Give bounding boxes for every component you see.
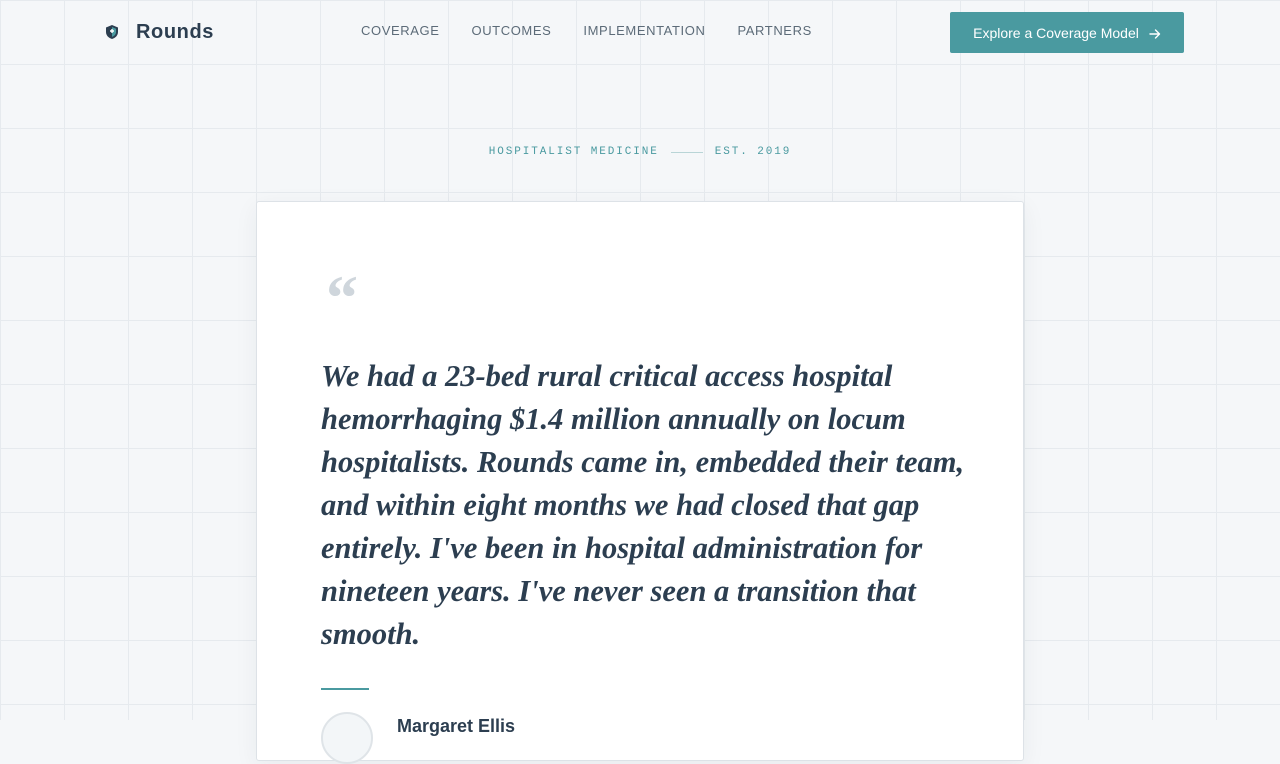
author-name: Margaret Ellis: [397, 716, 516, 736]
testimonial-author: [321, 712, 515, 764]
eyebrow-divider: [671, 152, 703, 153]
eyebrow-specialty: HOSPITALIST MEDICINE: [488, 146, 659, 158]
brand-logo[interactable]: [104, 18, 214, 46]
arrow-right-icon: [1149, 27, 1161, 39]
nav-link-coverage[interactable]: COVERAGE: [361, 23, 440, 38]
shield-icon: [104, 24, 120, 40]
testimonial-quote: We had a 23-bed rural critical access hospital hemorrhaging $1.4 million annually on locum hospitalists. Rounds came in, embedded their team, and within eight months we had closed that gap entirely. I've been in hospital administration for nineteen years. I've never seen a transition that smooth.: [321, 359, 965, 651]
nav-link-implementation[interactable]: IMPLEMENTATION: [583, 23, 706, 38]
main-nav: [361, 23, 844, 38]
eyebrow-label: [0, 146, 1280, 158]
brand-name: Rounds: [136, 20, 215, 43]
quote-mark-icon: “: [326, 262, 358, 333]
avatar: [321, 712, 373, 764]
top-navigation-bar: [0, 0, 1280, 64]
nav-link-outcomes[interactable]: OUTCOMES: [471, 23, 552, 38]
testimonial-card: [256, 201, 1024, 761]
cta-label: Explore a Coverage Model: [973, 24, 1139, 41]
eyebrow-established: EST. 2019: [714, 146, 792, 158]
nav-link-partners[interactable]: PARTNERS: [737, 23, 812, 38]
accent-divider: [321, 688, 369, 690]
explore-coverage-model-button[interactable]: [950, 12, 1184, 53]
